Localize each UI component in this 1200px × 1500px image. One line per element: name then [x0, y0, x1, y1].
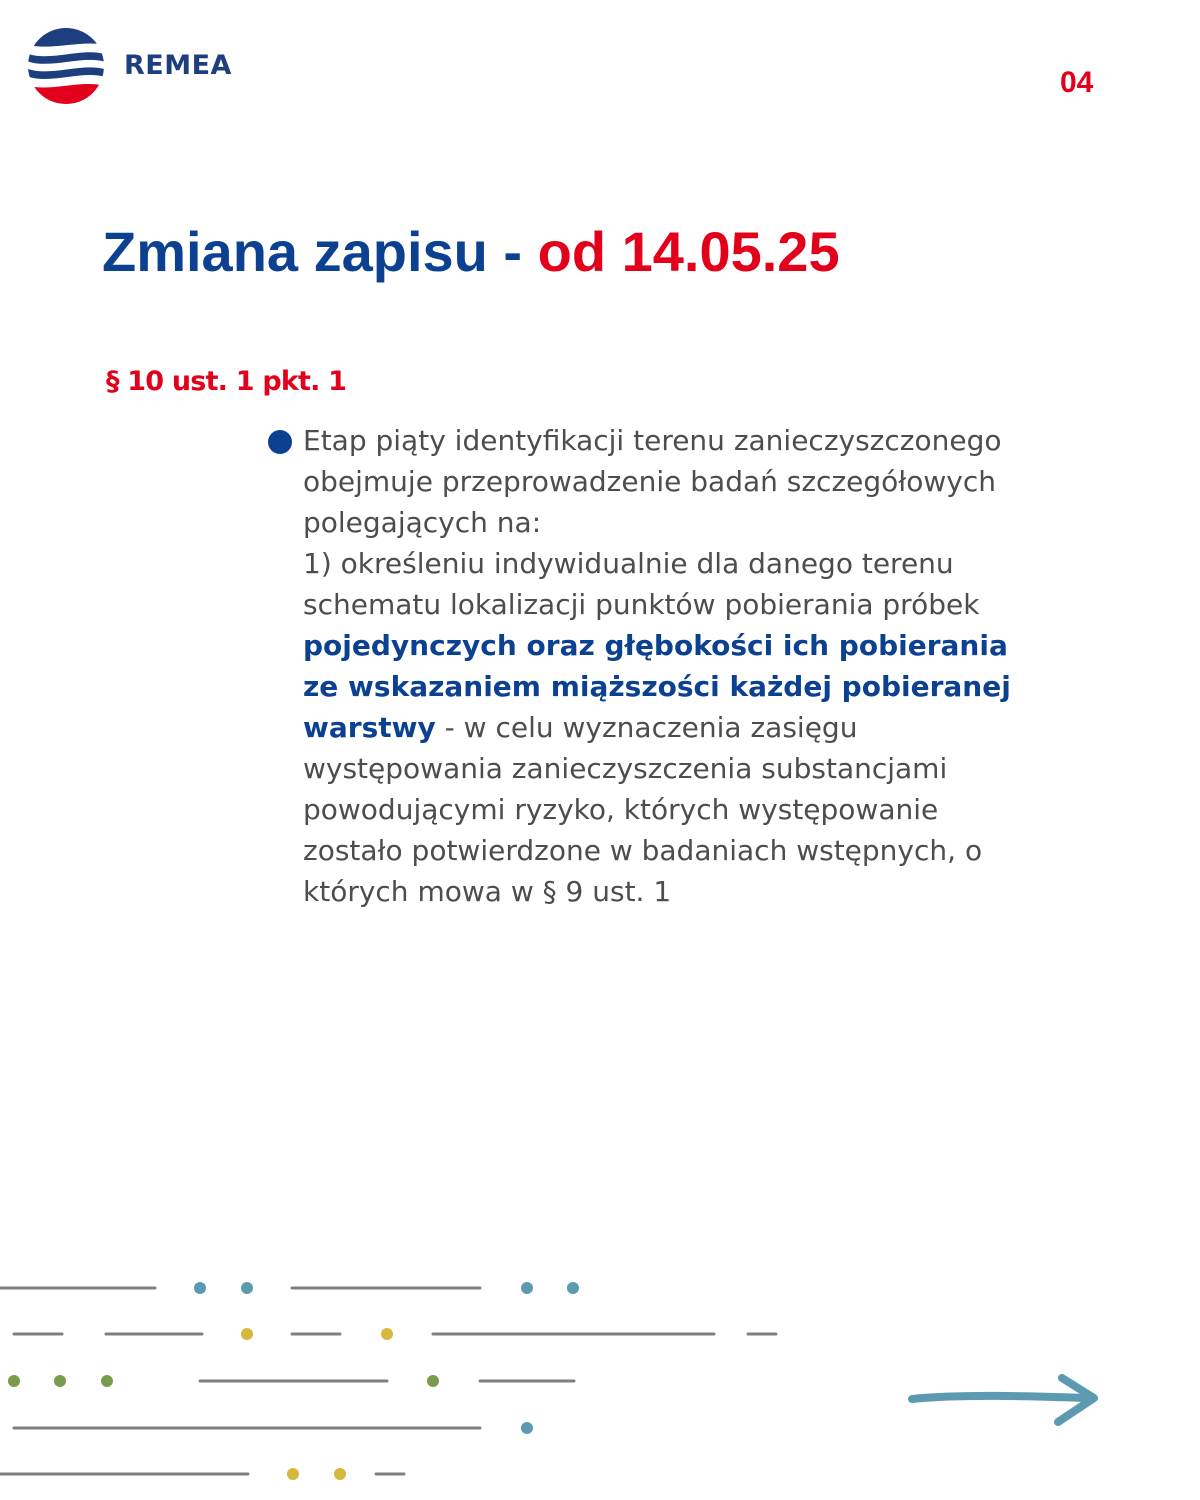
- paragraph-point-end: - w celu wyznaczenia zasięgu występowania zanieczyszczenia substancjami powodującymi ryzyko, których występowanie zostało potwierdzone w badaniach wstępnych, o których mowa w § 9 ust. 1: [303, 711, 983, 908]
- remea-logo-icon: [28, 28, 104, 104]
- paragraph-point-start: 1) określeniu indywidualnie dla danego terenu schematu lokalizacji punktów pobierania próbek: [303, 547, 980, 621]
- decorative-dash-dot-pattern: [0, 1260, 800, 1500]
- paragraph-intro: Etap piąty identyfikacji terenu zanieczyszczonego obejmuje przeprowadzenie badań szczegółowych polegających na:: [303, 424, 1002, 539]
- section-reference: § 10 ust. 1 pkt. 1: [106, 366, 347, 397]
- title-main: Zmiana zapisu -: [102, 220, 538, 283]
- brand-name: REMEA: [124, 50, 232, 81]
- page-title: [102, 218, 840, 285]
- paragraph-emphasis: pojedynczych oraz głębokości ich pobierania ze wskazaniem miąższości każdej pobieranej warstwy: [303, 629, 1011, 744]
- arrow-right-icon[interactable]: [900, 1365, 1105, 1435]
- page-number: 04: [1060, 66, 1094, 99]
- bullet-paragraph: [303, 420, 1023, 912]
- bullet-dot-icon: [268, 430, 292, 454]
- title-date: od 14.05.25: [537, 220, 840, 283]
